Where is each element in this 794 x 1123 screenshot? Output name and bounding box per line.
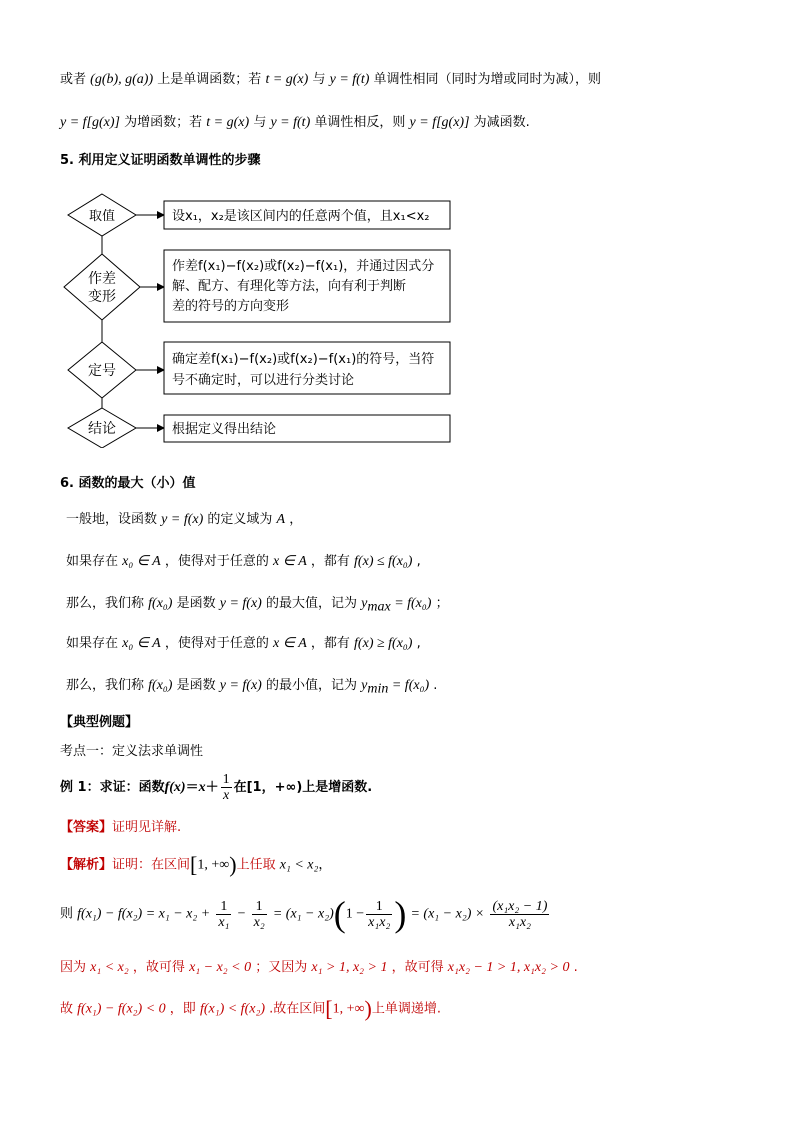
text: .	[573, 960, 578, 975]
math-interval: (g(b), g(a))	[90, 72, 154, 87]
paren-left: (	[333, 894, 346, 934]
text: 例 1：求证：函数	[60, 780, 165, 795]
math: y	[361, 596, 368, 611]
example1	[60, 770, 372, 806]
text: 上任取	[236, 857, 276, 873]
text: ，使得对于任意的	[164, 636, 269, 651]
text: 那么，我们称	[66, 678, 145, 693]
text: 证明：在区间	[112, 857, 191, 873]
math: f(x₁) − f(x₂) = x₁ − x₂ +	[77, 906, 211, 922]
text: ，	[318, 857, 332, 873]
s6-line2	[66, 552, 421, 572]
math: y = f(x)	[161, 512, 204, 527]
frac-num: 1	[216, 899, 231, 915]
math: f(x₀)	[148, 596, 173, 611]
step-2-label-2: 变形	[88, 289, 116, 305]
math: x ∈ A	[273, 636, 307, 651]
math: y = f(t)	[270, 115, 311, 130]
text: ，使得对于任意的	[164, 554, 269, 569]
step-1-label: 取值	[88, 209, 116, 224]
step-3-text-1: 确定差f(x₁)−f(x₂)或f(x₂)−f(x₁)的符号，当符	[172, 352, 435, 367]
math: x	[198, 780, 206, 795]
step-4-text: 根据定义得出结论	[172, 422, 277, 437]
conclusion-line	[60, 996, 441, 1023]
equation-line	[60, 890, 551, 939]
math: A	[276, 512, 286, 527]
text: 为增函数；若	[124, 115, 203, 130]
math: y = f(t)	[329, 72, 370, 87]
text: ,	[416, 554, 421, 569]
step-1-text: 设x₁，x₂是该区间内的任意两个值，且x₁<x₂	[172, 209, 430, 224]
text: 单调性相同（同时为增或同时为减），则	[373, 72, 602, 87]
point1-title: 考点一：定义法求单调性	[60, 744, 204, 759]
bracket-left: [	[325, 996, 333, 1021]
math-sub: min	[367, 681, 389, 697]
answer-line	[60, 818, 181, 838]
text: ，故可得	[391, 960, 444, 975]
text: 与	[253, 115, 267, 130]
text: 是函数	[176, 678, 216, 693]
step-2-label-1: 作差	[88, 271, 116, 287]
s6-line5	[66, 676, 437, 700]
fraction	[252, 899, 267, 930]
text: ＋	[205, 780, 219, 795]
text: 一般地，设函数	[66, 512, 158, 527]
text: ，	[289, 512, 303, 527]
math: f(x₁) < f(x₂)	[199, 1001, 265, 1017]
analysis-tag: 【解析】	[60, 857, 113, 873]
text: 为减函数.	[473, 115, 530, 130]
step-3-text-2: 号不确定时，可以进行分类讨论	[172, 373, 355, 388]
flowchart	[60, 186, 460, 448]
text: 上单调递增.	[371, 1001, 441, 1017]
math: = (x₁ − x₂) ×	[410, 906, 485, 922]
text: 如果存在	[66, 554, 119, 569]
text: 在[1，+∞)上是增函数.	[233, 780, 373, 795]
section6-title: 6. 函数的最大（小）值	[60, 476, 196, 491]
text: .故在区间	[269, 1001, 326, 1017]
step-2-text-3: 差的符号的方向变形	[172, 299, 290, 314]
math: x ∈ A	[273, 554, 307, 569]
text: 与	[312, 72, 326, 87]
s6-line3	[66, 594, 449, 618]
math: t = g(x)	[265, 72, 309, 87]
math: = (x₁ − x₂)	[272, 906, 334, 922]
math: y = f[g(x)]	[409, 115, 470, 130]
bracket-right: )	[229, 852, 237, 877]
fraction	[490, 899, 549, 930]
math: 1 −	[345, 906, 365, 922]
fraction	[366, 899, 392, 930]
math: = f(x₀)	[390, 596, 432, 611]
text: 如果存在	[66, 636, 119, 651]
text: ＝	[185, 780, 199, 795]
math: x₀ ∈ A	[122, 636, 161, 651]
para1-line1	[60, 70, 601, 90]
math: f(x₀)	[148, 678, 173, 693]
para1-line2	[60, 113, 530, 133]
text: 是函数	[176, 596, 216, 611]
text: ，即	[169, 1001, 196, 1017]
step-2-text-1: 作差f(x₁)−f(x₂)或f(x₂)−f(x₁)，并通过因式分	[172, 259, 435, 274]
step-2-text-2: 解、配方、有理化等方法，向有利于判断	[172, 279, 407, 294]
section5-title: 5. 利用定义证明函数单调性的步骤	[60, 153, 261, 168]
text: ；	[435, 596, 449, 611]
math: y = f[g(x)]	[60, 115, 120, 130]
text: 则	[60, 906, 74, 922]
frac-den: x	[223, 788, 230, 803]
text: 那么，我们称	[66, 596, 145, 611]
math: = f(x₀)	[388, 678, 430, 693]
text: 因为	[60, 960, 87, 975]
math: x₁ > 1, x₂ > 1	[311, 960, 388, 975]
paren-right: )	[394, 894, 407, 934]
frac-num: 1	[252, 899, 267, 915]
math-interval: 1, +∞	[332, 1001, 365, 1017]
examples-header: 【典型例题】	[60, 715, 139, 730]
frac-den: x₂	[253, 914, 265, 930]
step-3-label: 定号	[88, 363, 116, 379]
text: 的最大值，记为	[265, 596, 357, 611]
text: 或者	[60, 72, 87, 87]
text: .	[433, 678, 438, 693]
frac-den: x₁	[218, 914, 230, 930]
answer-tag: 【答案】	[60, 820, 113, 835]
math: t = g(x)	[206, 115, 250, 130]
bracket-left: [	[190, 852, 198, 877]
text: 的定义域为	[207, 512, 273, 527]
s6-line1	[66, 510, 302, 530]
math: f(x) ≤ f(x₀)	[354, 554, 413, 569]
math: x₀ ∈ A	[122, 554, 161, 569]
math-interval: 1, +∞	[197, 857, 230, 873]
text: 故	[60, 1001, 74, 1017]
text: 上是单调函数；若	[157, 72, 262, 87]
frac-num: 1	[366, 899, 392, 915]
math: x₁ < x₂	[90, 960, 129, 975]
math-sub: max	[367, 599, 391, 615]
fraction	[216, 899, 231, 930]
text: ，都有	[310, 554, 350, 569]
frac-den: x₁x₂	[368, 914, 391, 930]
text: ，都有	[310, 636, 350, 651]
step-4-label: 结论	[88, 421, 116, 437]
math: y = f(x)	[219, 678, 262, 693]
text: 的最小值，记为	[265, 678, 357, 693]
math: f(x)	[164, 780, 186, 795]
math: x₁x₂ − 1 > 1, x₁x₂ > 0	[447, 960, 570, 975]
frac-den: x₁x₂	[508, 914, 531, 930]
text: ,	[416, 636, 421, 651]
analysis-line	[60, 852, 331, 879]
math: y	[361, 678, 368, 693]
text: 单调性相反，则	[314, 115, 406, 130]
math: f(x) ≥ f(x₀)	[354, 636, 413, 651]
math: x₁ < x₂	[279, 857, 319, 873]
math: x₁ − x₂ < 0	[189, 960, 252, 975]
frac-num: 1	[222, 772, 230, 787]
because-line	[60, 958, 578, 978]
math: y = f(x)	[219, 596, 262, 611]
bracket-right: )	[364, 996, 372, 1021]
fraction	[221, 772, 232, 803]
s6-line4	[66, 634, 421, 654]
math: f(x₁) − f(x₂) < 0	[77, 1001, 166, 1017]
answer-text: 证明见详解.	[112, 820, 182, 835]
text: ；又因为	[255, 960, 308, 975]
diamond-step-2	[64, 254, 140, 320]
frac-num: (x₁x₂ − 1)	[492, 898, 548, 914]
math: −	[237, 906, 246, 922]
text: ，故可得	[132, 960, 185, 975]
